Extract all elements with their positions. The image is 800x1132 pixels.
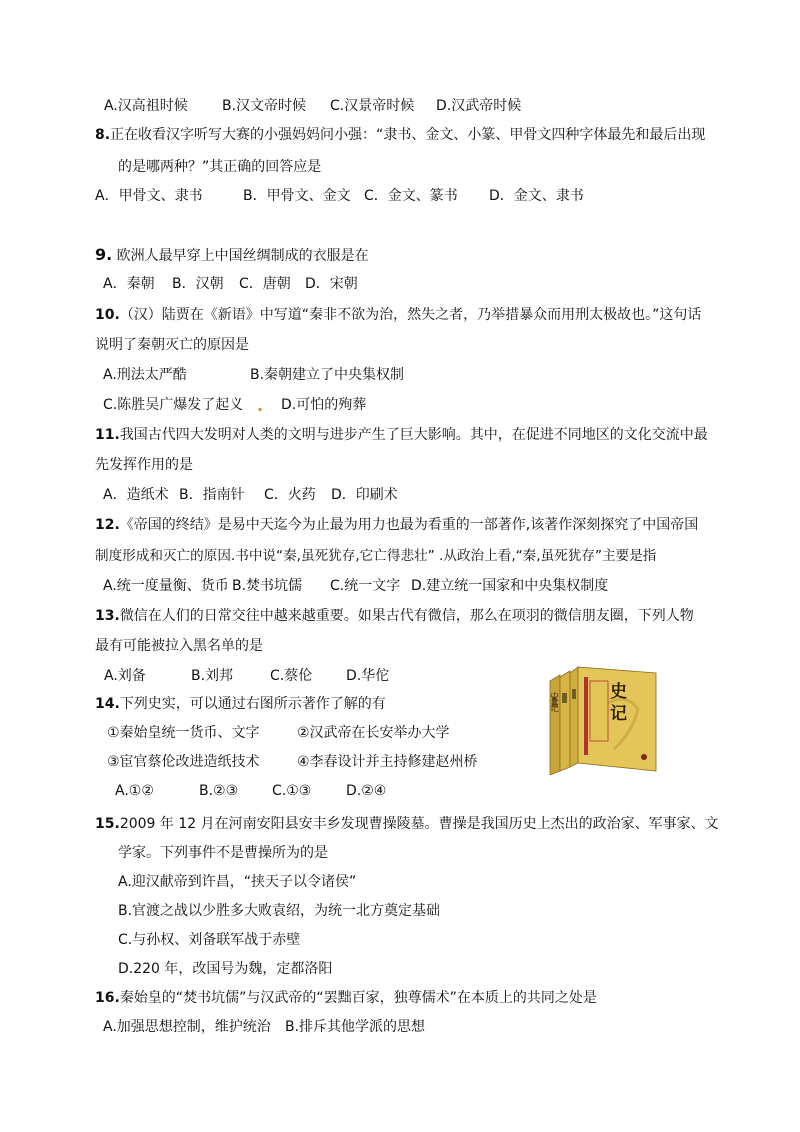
- q11-option-c: C．火药: [264, 487, 316, 503]
- q9-option-c: C．唐朝: [239, 276, 291, 292]
- q8-number: 8.: [95, 127, 111, 143]
- q13-option-c: C.蔡伦: [270, 668, 313, 684]
- q8-option-c: C．金文、篆书: [364, 188, 458, 204]
- q13-line1: [95, 606, 694, 626]
- q15-option-d: D.220 年，改国号为魏，定都洛阳: [118, 961, 333, 977]
- q8-line1: [95, 125, 705, 145]
- q13-text: 微信在人们的日常交往中越来越重要。如果古代有微信，那么在项羽的微信朋友圈，下列人物: [119, 608, 694, 624]
- q12-option-d: D.建立统一国家和中央集权制度: [411, 578, 609, 594]
- q14-option-a: A.①②: [115, 783, 154, 799]
- q10-option-a: A.刑法太严酷: [103, 367, 187, 383]
- q12-number: 12.: [95, 517, 120, 533]
- q14-option-c: C.①③: [272, 783, 312, 799]
- q12-text: 《帝国的终结》是易中天迄今为止最为用力也最为看重的一部著作,该著作深刻探究了中国帝国: [119, 517, 699, 533]
- q14-item-3: ③宦官蔡伦改进造纸技术: [107, 754, 260, 770]
- q16-text: 秦始皇的“焚书坑儒”与汉武帝的“罢黜百家，独尊儒术”在本质上的共同之处是: [119, 990, 597, 1006]
- q12-option-c: C.统一文字: [330, 578, 401, 594]
- q11-number: 11.: [95, 427, 120, 443]
- books-illustration: [548, 663, 668, 775]
- q15-line1: [95, 814, 719, 834]
- q11-line2: 先发挥作用的是: [95, 457, 193, 473]
- q13-option-b: B.刘邦: [191, 668, 234, 684]
- q15-option-c: C.与孙权、刘备联军战于赤壁: [118, 932, 301, 948]
- q7-option-d: D.汉武帝时候: [436, 98, 522, 114]
- q14-option-b: B.②③: [199, 783, 239, 799]
- q8-option-d: D．金文、隶书: [489, 188, 584, 204]
- q7-option-b: B.汉文帝时候: [222, 98, 307, 114]
- q14-item-2: ②汉武帝在长安举办大学: [297, 725, 450, 741]
- q11-option-d: D．印刷术: [331, 487, 398, 503]
- book-spine-title: 史记: [550, 693, 560, 714]
- q15-line2: 学家。下列事件不是曹操所为的是: [118, 845, 328, 861]
- q8-line2: 的是哪两种？”其正确的回答应是: [118, 159, 322, 175]
- q12-option-b: B.焚书坑儒: [232, 578, 303, 594]
- q12-option-a: A.统一度量衡、货币: [103, 578, 229, 594]
- q15-option-a: A.迎汉献帝到许昌，“挟天子以令诸侯”: [118, 874, 357, 890]
- q10-text: （汉）陆贾在《新语》中写道“秦非不欲为治，然失之者，乃举措暴众而用刑太极故也。”这句话: [119, 307, 702, 323]
- q10-option-c: C.陈胜吴广爆发了起义: [103, 397, 244, 413]
- q14-item-1: ①秦始皇统一货币、文字: [107, 725, 260, 741]
- q13-option-a: A.刘备: [104, 668, 146, 684]
- q7-option-c: C.汉景帝时候: [330, 98, 415, 114]
- q11-text: 我国古代四大发明对人类的文明与进步产生了巨大影响。其中，在促进不同地区的文化交流中最: [119, 427, 708, 443]
- q13-line2: 最有可能被拉入黑名单的是: [95, 638, 263, 654]
- q11-option-a: A．造纸术: [103, 487, 169, 503]
- q8-option-b: B．甲骨文、金文: [243, 188, 351, 204]
- q7-option-a: A.汉高祖时候: [104, 98, 188, 114]
- book-cover-title: 史记: [610, 682, 627, 724]
- q10-option-b: B.秦朝建立了中央集权制: [250, 367, 405, 383]
- q14-text: 下列史实，可以通过右图所示著作了解的有: [119, 696, 386, 712]
- q8-option-a: A．甲骨文、隶书: [95, 188, 203, 204]
- q14-number: 14.: [95, 696, 120, 712]
- q10-line2: 说明了秦朝灭亡的原因是: [95, 337, 249, 353]
- q16-option-b: B.排斥其他学派的思想: [285, 1019, 426, 1035]
- q16-option-a: A.加强思想控制，维护统治: [103, 1019, 271, 1035]
- q14-option-d: D.②④: [346, 783, 387, 799]
- q9-option-b: B．汉朝: [172, 276, 224, 292]
- q15-text: 2009 年 12 月在河南安阳县安丰乡发现曹操陵墓。曹操是我国历史上杰出的政治家、军事家、文: [119, 816, 719, 832]
- q11-option-b: B．指南针: [179, 487, 245, 503]
- q8-text: 正在收看汉字听写大赛的小强妈妈问小强：“隶书、金文、小篆、甲骨文四种字体最先和最后出现: [110, 127, 706, 143]
- q9-text: 欧洲人最早穿上中国丝绸制成的衣服是在: [112, 248, 369, 264]
- q15-option-b: B.官渡之战以少胜多大败袁绍，为统一北方奠定基础: [118, 903, 441, 919]
- q9-line: [95, 245, 369, 266]
- q12-line2: 制度形成和灭亡的原因.书中说“秦,虽死犹存,它亡得悲壮” .从政治上看,“秦,虽死犹存”主要是指: [95, 548, 657, 564]
- q9-option-a: A．秦朝: [103, 276, 155, 292]
- orange-dot-mark: .: [257, 396, 264, 415]
- q10-option-d: D.可怕的殉葬: [281, 397, 367, 413]
- q15-number: 15.: [95, 816, 120, 832]
- q11-line1: [95, 425, 708, 445]
- q10-number: 10.: [95, 307, 120, 323]
- q14-item-4: ④李春设计并主持修建赵州桥: [297, 754, 478, 770]
- q13-option-d: D.华佗: [346, 668, 390, 684]
- q16-number: 16.: [95, 990, 120, 1006]
- q13-number: 13.: [95, 608, 120, 624]
- q14-line: [95, 694, 386, 714]
- q9-option-d: D．宋朝: [305, 276, 358, 292]
- q9-number: 9.: [95, 245, 113, 264]
- q10-line1: [95, 305, 701, 325]
- shiji-books-image: [548, 663, 668, 775]
- q16-line: [95, 988, 597, 1008]
- q12-line1: [95, 515, 698, 535]
